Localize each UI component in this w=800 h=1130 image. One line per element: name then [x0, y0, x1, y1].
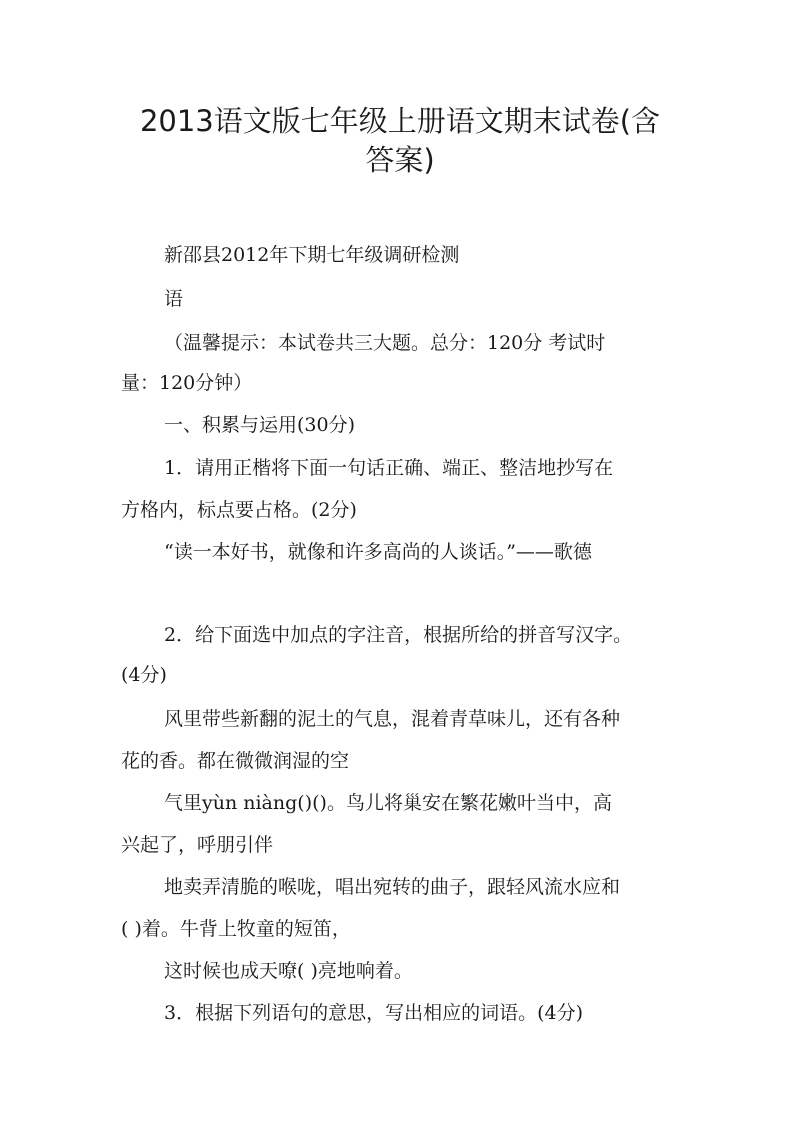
question-2-line-2: (4分) — [121, 664, 167, 686]
passage-line-5: 地卖弄清脆的喉咙，唱出宛转的曲子，跟轻风流水应和 — [164, 876, 621, 898]
passage-line-7: 这时候也成天嘹( )亮地响着。 — [164, 960, 413, 982]
passage-line-4: 兴起了，呼朋引伴 — [121, 834, 274, 856]
exam-notice-line-1: （温馨提示：本试卷共三大题。总分：120分 考试时 — [164, 332, 606, 354]
passage-line-3: 气里yùn niàng()()。鸟儿将巢安在繁花嫩叶当中，高 — [164, 792, 612, 814]
passage-line-1: 风里带些新翻的泥土的气息，混着青草味儿，还有各种 — [164, 708, 621, 730]
school-exam-heading: 新邵县2012年下期七年级调研检测 — [164, 244, 460, 266]
document-title-line-1: 2013语文版七年级上册语文期末试卷(含 — [139, 104, 661, 138]
question-1-line-2: 方格内，标点要占格。(2分) — [121, 499, 357, 521]
section-one-heading: 一、积累与运用(30分) — [164, 414, 356, 436]
question-1-line-1: 1．请用正楷将下面一句话正确、端正、整洁地抄写在 — [164, 457, 614, 479]
passage-line-2: 花的香。都在微微润湿的空 — [121, 750, 350, 772]
question-1-quote: “读一本好书，就像和许多高尚的人谈话。”——歌德 — [164, 541, 592, 563]
question-3-line-1: 3．根据下列语句的意思，写出相应的词语。(4分) — [164, 1002, 584, 1024]
exam-notice-line-2: 量：120分钟） — [121, 372, 253, 394]
question-2-line-1: 2．给下面选中加点的字注音，根据所给的拼音写汉字。 — [164, 624, 633, 646]
subject-label: 语 — [164, 288, 184, 310]
passage-line-6: ( )着。牛背上牧童的短笛， — [121, 918, 351, 940]
document-title-line-2: 答案) — [365, 143, 435, 177]
